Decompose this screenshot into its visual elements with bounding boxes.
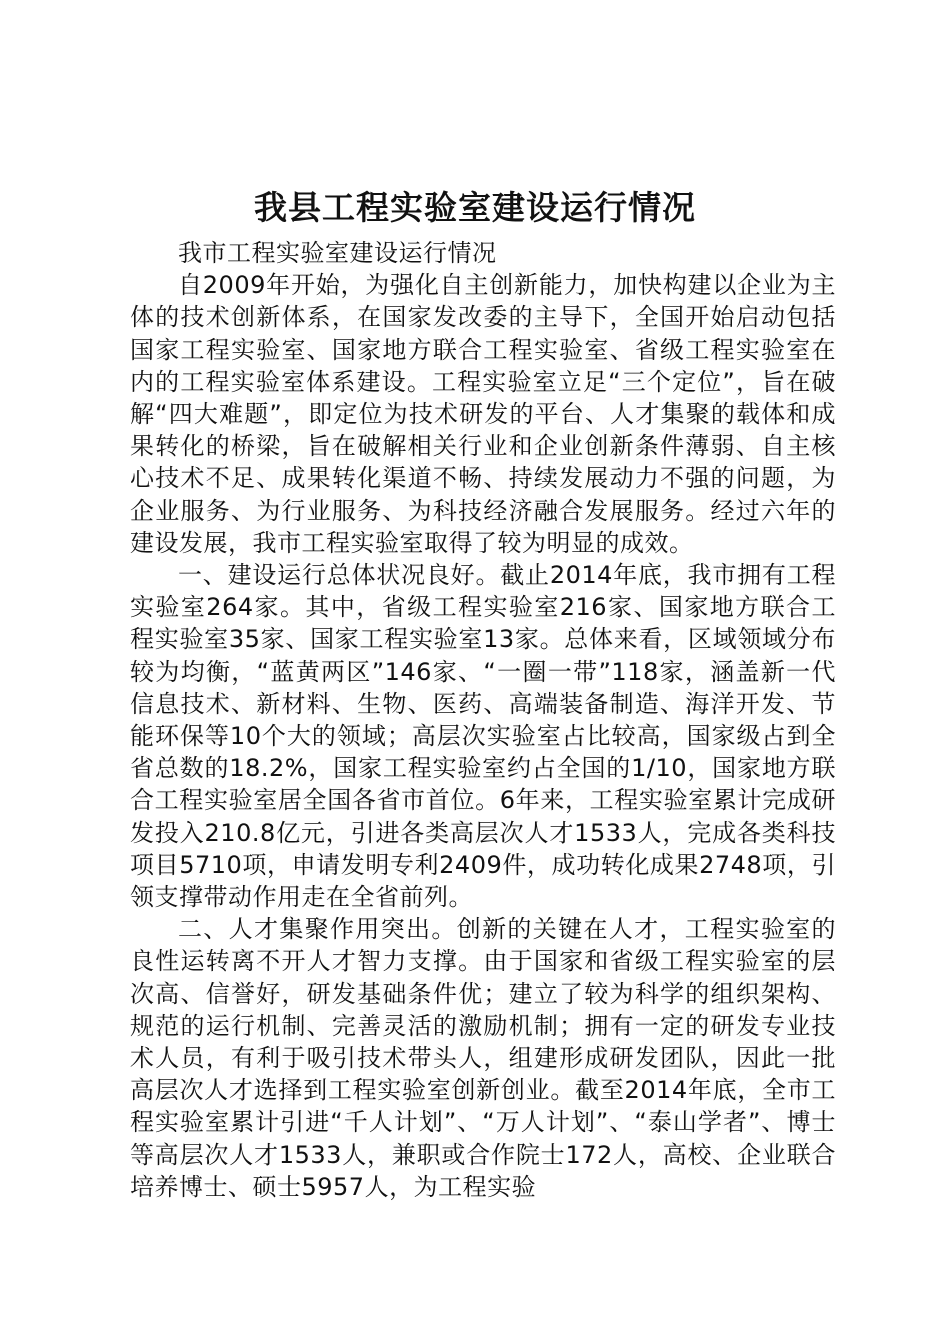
document-title: 我县工程实验室建设运行情况 (254, 188, 696, 227)
section-one-paragraph: 一、建设运行总体状况良好。截止2014年底，我市拥有工程实验室264家。其中，省级工程实验室216家、国家地方联合工程实验室35家、国家工程实验室13家。总体来看，区域领域分布较为均衡，“蓝黄两区”146家、“一圈一带”118家，涵盖新一代信息技术、新材料、生物、医药、高端装备制造、海洋开发、节能环保等10个大的领域；高层次实验室占比较高，国家级占到全省总数的18.2%，国家工程实验室约占全国的1/10，国家地方联合工程实验室居全国各省市首位。6年来，工程实验室累计完成研发投入210.8亿元，引进各类高层次人才1533人，完成各类科技项目5710项，申请发明专利2409件，成功转化成果2748项，引领支撑带动作用走在全省前列。 (130, 561, 836, 912)
section-two-paragraph: 二、人才集聚作用突出。创新的关键在人才，工程实验室的良性运转离不开人才智力支撑。由于国家和省级工程实验室的层次高、信誉好，研发基础条件优；建立了较为科学的组织架构、规范的运行机制、完善灵活的激励机制；拥有一定的研发专业技术人员，有利于吸引技术带头人，组建形成研发团队，因此一批高层次人才选择到工程实验室创新创业。截至2014年底，全市工程实验室累计引进“千人计划”、“万人计划”、“泰山学者”、博士等高层次人才1533人，兼职或合作院士172人，高校、企业联合培养博士、硕士5957人，为工程实验 (130, 915, 836, 1201)
subtitle-paragraph: 我市工程实验室建设运行情况 (178, 239, 497, 267)
document-body (130, 237, 836, 1203)
intro-paragraph: 自2009年开始，为强化自主创新能力，加快构建以企业为主体的技术创新体系，在国家发改委的主导下，全国开始启动包括国家工程实验室、国家地方联合工程实验室、省级工程实验室在内的工程实验室体系建设。工程实验室立足“三个定位”，旨在破解“四大难题”，即定位为技术研发的平台、人才集聚的载体和成果转化的桥梁，旨在破解相关行业和企业创新条件薄弱、自主核心技术不足、成果转化渠道不畅、持续发展动力不强的问题，为企业服务、为行业服务、为科技经济融合发展服务。经过六年的建设发展，我市工程实验室取得了较为明显的成效。 (130, 271, 836, 557)
